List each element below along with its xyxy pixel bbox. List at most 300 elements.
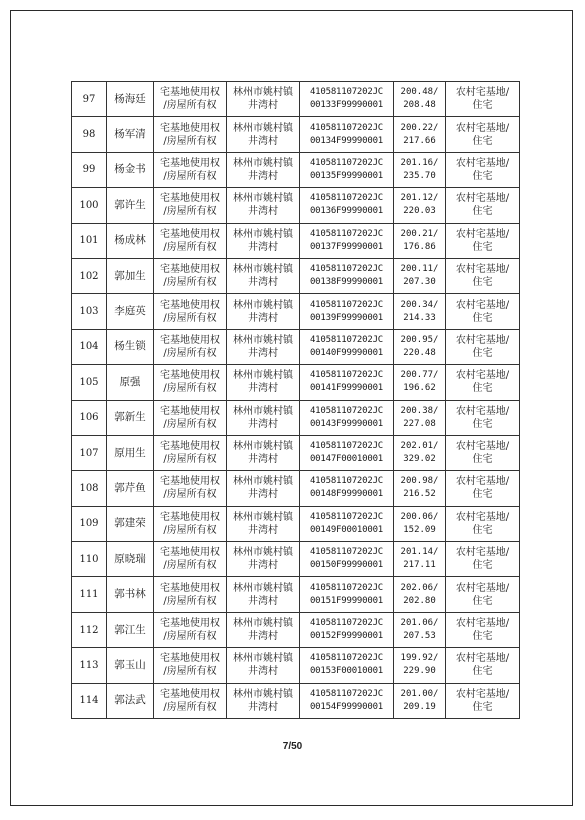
land-use-cell-line: 住宅 xyxy=(472,277,493,289)
right-type-cell-line: 宅基地使用权 xyxy=(160,370,220,382)
right-type-cell-line: 宅基地使用权 xyxy=(160,122,220,134)
location-cell-line: 井湾村 xyxy=(248,347,278,359)
right-type-cell-line: /房屋所有权 xyxy=(163,277,217,289)
land-use-cell xyxy=(446,329,520,364)
location-cell-line: 井湾村 xyxy=(248,489,278,501)
right-type-cell-line: 宅基地使用权 xyxy=(160,193,220,205)
area-cell-line: 235.70 xyxy=(403,170,436,181)
area-cell-line: 216.52 xyxy=(403,489,436,500)
unit-code-cell-line: 410581107202JC xyxy=(309,582,384,593)
unit-code-cell-line: 410581107202JC xyxy=(309,193,384,204)
unit-code-cell xyxy=(300,683,394,718)
right-type-cell xyxy=(154,117,227,152)
owner-name-cell: 郭玉山 xyxy=(107,648,154,683)
area-cell xyxy=(394,258,446,293)
unit-code-cell-line: 410581107202JC xyxy=(309,264,384,275)
right-type-cell-line: 宅基地使用权 xyxy=(160,618,220,630)
unit-code-cell xyxy=(300,188,394,223)
unit-code-cell-line: 410581107202JC xyxy=(309,476,384,487)
area-cell-line: 200.22/ xyxy=(400,122,439,133)
land-use-cell-line: 住宅 xyxy=(472,418,493,430)
location-cell xyxy=(227,542,300,577)
record-number-cell: 107 xyxy=(72,435,107,470)
record-number-cell: 99 xyxy=(72,152,107,187)
unit-code-cell-line: 00150F99990001 xyxy=(309,560,384,571)
area-cell xyxy=(394,294,446,329)
unit-code-cell xyxy=(300,542,394,577)
land-use-cell-line: 农村宅基地/ xyxy=(455,582,510,594)
location-cell-line: 林州市姚村镇 xyxy=(233,476,293,488)
right-type-cell-line: 宅基地使用权 xyxy=(160,688,220,700)
right-type-cell xyxy=(154,188,227,223)
unit-code-cell xyxy=(300,329,394,364)
record-number-cell: 108 xyxy=(72,471,107,506)
owner-name-cell: 郭建荣 xyxy=(107,506,154,541)
right-type-cell xyxy=(154,365,227,400)
table-row xyxy=(72,471,520,506)
table-row xyxy=(72,294,520,329)
location-cell-line: 井湾村 xyxy=(248,170,278,182)
area-cell xyxy=(394,648,446,683)
location-cell-line: 井湾村 xyxy=(248,277,278,289)
land-use-cell-line: 住宅 xyxy=(472,100,493,112)
unit-code-cell xyxy=(300,400,394,435)
area-cell xyxy=(394,329,446,364)
right-type-cell-line: /房屋所有权 xyxy=(163,454,217,466)
table-row xyxy=(72,117,520,152)
unit-code-cell xyxy=(300,258,394,293)
record-number-cell: 113 xyxy=(72,648,107,683)
area-cell-line: 201.12/ xyxy=(400,193,439,204)
location-cell-line: 井湾村 xyxy=(248,418,278,430)
land-use-cell xyxy=(446,648,520,683)
area-cell-line: 220.03 xyxy=(403,206,436,217)
land-use-cell-line: 农村宅基地/ xyxy=(455,228,510,240)
unit-code-cell xyxy=(300,648,394,683)
area-cell xyxy=(394,542,446,577)
area-cell-line: 202.80 xyxy=(403,595,436,606)
area-cell-line: 200.34/ xyxy=(400,299,439,310)
land-use-cell xyxy=(446,471,520,506)
table-row xyxy=(72,365,520,400)
unit-code-cell-line: 00133F99990001 xyxy=(309,100,384,111)
right-type-cell-line: /房屋所有权 xyxy=(163,347,217,359)
land-use-cell xyxy=(446,258,520,293)
area-cell xyxy=(394,471,446,506)
area-cell-line: 207.30 xyxy=(403,277,436,288)
area-cell-line: 200.95/ xyxy=(400,334,439,345)
unit-code-cell-line: 410581107202JC xyxy=(309,653,384,664)
right-type-cell-line: 宅基地使用权 xyxy=(160,334,220,346)
area-cell xyxy=(394,82,446,117)
location-cell xyxy=(227,117,300,152)
right-type-cell-line: 宅基地使用权 xyxy=(160,582,220,594)
land-use-cell-line: 住宅 xyxy=(472,206,493,218)
unit-code-cell xyxy=(300,471,394,506)
location-cell xyxy=(227,188,300,223)
area-cell-line: 217.11 xyxy=(403,560,436,571)
area-cell-line: 152.09 xyxy=(403,524,436,535)
right-type-cell-line: /房屋所有权 xyxy=(163,560,217,572)
area-cell-line: 227.08 xyxy=(403,418,436,429)
location-cell-line: 井湾村 xyxy=(248,241,278,253)
location-cell-line: 井湾村 xyxy=(248,312,278,324)
table-row xyxy=(72,683,520,718)
owner-name-cell: 郭江生 xyxy=(107,612,154,647)
location-cell-line: 林州市姚村镇 xyxy=(233,87,293,99)
record-number-cell: 114 xyxy=(72,683,107,718)
owner-name-cell: 杨成林 xyxy=(107,223,154,258)
land-use-cell-line: 农村宅基地/ xyxy=(455,618,510,630)
right-type-cell-line: /房屋所有权 xyxy=(163,170,217,182)
land-use-cell-line: 农村宅基地/ xyxy=(455,688,510,700)
right-type-cell-line: /房屋所有权 xyxy=(163,312,217,324)
unit-code-cell-line: 410581107202JC xyxy=(309,87,384,98)
location-cell xyxy=(227,577,300,612)
unit-code-cell-line: 00139F99990001 xyxy=(309,312,384,323)
property-rights-table xyxy=(71,81,520,719)
unit-code-cell-line: 00147F00010001 xyxy=(309,454,384,465)
unit-code-cell xyxy=(300,223,394,258)
owner-name-cell: 原强 xyxy=(107,365,154,400)
unit-code-cell xyxy=(300,82,394,117)
record-number-cell: 106 xyxy=(72,400,107,435)
location-cell-line: 林州市姚村镇 xyxy=(233,405,293,417)
location-cell xyxy=(227,400,300,435)
land-use-cell-line: 农村宅基地/ xyxy=(455,334,510,346)
area-cell-line: 329.02 xyxy=(403,454,436,465)
right-type-cell xyxy=(154,82,227,117)
table-row xyxy=(72,612,520,647)
owner-name-cell: 杨海廷 xyxy=(107,82,154,117)
record-number-cell: 109 xyxy=(72,506,107,541)
right-type-cell xyxy=(154,648,227,683)
location-cell-line: 林州市姚村镇 xyxy=(233,653,293,665)
right-type-cell-line: 宅基地使用权 xyxy=(160,157,220,169)
right-type-cell xyxy=(154,223,227,258)
land-use-cell-line: 住宅 xyxy=(472,701,493,713)
land-use-cell-line: 农村宅基地/ xyxy=(455,511,510,523)
unit-code-cell-line: 410581107202JC xyxy=(309,299,384,310)
unit-code-cell-line: 410581107202JC xyxy=(309,157,384,168)
land-use-cell xyxy=(446,365,520,400)
table-row xyxy=(72,329,520,364)
record-number-cell: 101 xyxy=(72,223,107,258)
area-cell xyxy=(394,612,446,647)
area-cell xyxy=(394,506,446,541)
right-type-cell-line: 宅基地使用权 xyxy=(160,405,220,417)
right-type-cell-line: /房屋所有权 xyxy=(163,100,217,112)
unit-code-cell-line: 00152F99990001 xyxy=(309,631,384,642)
land-use-cell-line: 农村宅基地/ xyxy=(455,370,510,382)
location-cell-line: 林州市姚村镇 xyxy=(233,582,293,594)
area-cell-line: 200.11/ xyxy=(400,264,439,275)
land-use-cell xyxy=(446,612,520,647)
location-cell xyxy=(227,329,300,364)
land-use-cell-line: 住宅 xyxy=(472,383,493,395)
area-cell xyxy=(394,365,446,400)
land-use-cell-line: 住宅 xyxy=(472,347,493,359)
area-cell-line: 200.98/ xyxy=(400,476,439,487)
unit-code-cell-line: 410581107202JC xyxy=(309,511,384,522)
land-use-cell xyxy=(446,152,520,187)
owner-name-cell: 郭法武 xyxy=(107,683,154,718)
owner-name-cell: 杨军清 xyxy=(107,117,154,152)
location-cell-line: 井湾村 xyxy=(248,100,278,112)
right-type-cell-line: /房屋所有权 xyxy=(163,595,217,607)
area-cell-line: 202.06/ xyxy=(400,582,439,593)
location-cell-line: 井湾村 xyxy=(248,383,278,395)
table-row xyxy=(72,258,520,293)
location-cell-line: 林州市姚村镇 xyxy=(233,264,293,276)
location-cell xyxy=(227,648,300,683)
area-cell-line: 214.33 xyxy=(403,312,436,323)
area-cell xyxy=(394,152,446,187)
record-number-cell: 97 xyxy=(72,82,107,117)
record-number-cell: 100 xyxy=(72,188,107,223)
record-number-cell: 103 xyxy=(72,294,107,329)
area-cell-line: 201.14/ xyxy=(400,547,439,558)
unit-code-cell xyxy=(300,152,394,187)
area-cell-line: 199.92/ xyxy=(400,653,439,664)
land-use-cell-line: 农村宅基地/ xyxy=(455,441,510,453)
area-cell-line: 196.62 xyxy=(403,383,436,394)
land-use-cell xyxy=(446,188,520,223)
right-type-cell-line: 宅基地使用权 xyxy=(160,228,220,240)
location-cell xyxy=(227,683,300,718)
location-cell-line: 林州市姚村镇 xyxy=(233,122,293,134)
area-cell-line: 220.48 xyxy=(403,347,436,358)
right-type-cell xyxy=(154,471,227,506)
owner-name-cell: 郭书林 xyxy=(107,577,154,612)
land-use-cell-line: 农村宅基地/ xyxy=(455,476,510,488)
right-type-cell-line: /房屋所有权 xyxy=(163,241,217,253)
unit-code-cell xyxy=(300,506,394,541)
right-type-cell xyxy=(154,612,227,647)
unit-code-cell-line: 410581107202JC xyxy=(309,122,384,133)
land-use-cell-line: 农村宅基地/ xyxy=(455,299,510,311)
right-type-cell-line: /房屋所有权 xyxy=(163,666,217,678)
land-use-cell-line: 住宅 xyxy=(472,170,493,182)
land-use-cell-line: 农村宅基地/ xyxy=(455,87,510,99)
table-row xyxy=(72,188,520,223)
right-type-cell xyxy=(154,329,227,364)
location-cell-line: 井湾村 xyxy=(248,524,278,536)
unit-code-cell-line: 00154F99990001 xyxy=(309,701,384,712)
area-cell xyxy=(394,577,446,612)
land-use-cell xyxy=(446,400,520,435)
location-cell-line: 林州市姚村镇 xyxy=(233,334,293,346)
right-type-cell-line: /房屋所有权 xyxy=(163,524,217,536)
table-row xyxy=(72,648,520,683)
location-cell xyxy=(227,152,300,187)
record-number-cell: 105 xyxy=(72,365,107,400)
unit-code-cell-line: 00149F00010001 xyxy=(309,524,384,535)
right-type-cell xyxy=(154,294,227,329)
unit-code-cell-line: 410581107202JC xyxy=(309,405,384,416)
location-cell-line: 林州市姚村镇 xyxy=(233,618,293,630)
location-cell xyxy=(227,258,300,293)
right-type-cell-line: 宅基地使用权 xyxy=(160,441,220,453)
location-cell-line: 林州市姚村镇 xyxy=(233,299,293,311)
land-use-cell xyxy=(446,506,520,541)
table-row xyxy=(72,577,520,612)
land-use-cell-line: 农村宅基地/ xyxy=(455,405,510,417)
area-cell-line: 176.86 xyxy=(403,241,436,252)
location-cell-line: 井湾村 xyxy=(248,454,278,466)
location-cell-line: 林州市姚村镇 xyxy=(233,228,293,240)
area-cell xyxy=(394,117,446,152)
right-type-cell-line: 宅基地使用权 xyxy=(160,653,220,665)
location-cell-line: 井湾村 xyxy=(248,631,278,643)
unit-code-cell-line: 410581107202JC xyxy=(309,547,384,558)
land-use-cell-line: 住宅 xyxy=(472,312,493,324)
land-use-cell-line: 农村宅基地/ xyxy=(455,157,510,169)
area-cell-line: 208.48 xyxy=(403,100,436,111)
area-cell-line: 200.48/ xyxy=(400,87,439,98)
right-type-cell xyxy=(154,258,227,293)
unit-code-cell-line: 410581107202JC xyxy=(309,441,384,452)
record-number-cell: 110 xyxy=(72,542,107,577)
land-use-cell xyxy=(446,435,520,470)
land-use-cell-line: 住宅 xyxy=(472,631,493,643)
land-use-cell-line: 农村宅基地/ xyxy=(455,264,510,276)
unit-code-cell-line: 00138F99990001 xyxy=(309,277,384,288)
area-cell-line: 201.16/ xyxy=(400,157,439,168)
location-cell xyxy=(227,82,300,117)
land-use-cell xyxy=(446,577,520,612)
location-cell-line: 林州市姚村镇 xyxy=(233,370,293,382)
location-cell-line: 林州市姚村镇 xyxy=(233,157,293,169)
area-cell-line: 200.77/ xyxy=(400,370,439,381)
land-use-cell-line: 住宅 xyxy=(472,135,493,147)
unit-code-cell-line: 00153F00010001 xyxy=(309,666,384,677)
unit-code-cell-line: 410581107202JC xyxy=(309,370,384,381)
owner-name-cell: 杨金书 xyxy=(107,152,154,187)
unit-code-cell-line: 00140F99990001 xyxy=(309,347,384,358)
land-use-cell xyxy=(446,542,520,577)
right-type-cell-line: 宅基地使用权 xyxy=(160,87,220,99)
table-row xyxy=(72,542,520,577)
table-row xyxy=(72,506,520,541)
table-row xyxy=(72,82,520,117)
right-type-cell-line: /房屋所有权 xyxy=(163,489,217,501)
owner-name-cell: 原晓瑞 xyxy=(107,542,154,577)
right-type-cell xyxy=(154,683,227,718)
unit-code-cell-line: 00151F99990001 xyxy=(309,595,384,606)
unit-code-cell-line: 00136F99990001 xyxy=(309,206,384,217)
location-cell xyxy=(227,365,300,400)
right-type-cell-line: /房屋所有权 xyxy=(163,701,217,713)
area-cell xyxy=(394,400,446,435)
unit-code-cell-line: 410581107202JC xyxy=(309,334,384,345)
land-use-cell-line: 住宅 xyxy=(472,241,493,253)
record-number-cell: 104 xyxy=(72,329,107,364)
table-row xyxy=(72,435,520,470)
land-use-cell xyxy=(446,82,520,117)
unit-code-cell xyxy=(300,612,394,647)
area-cell-line: 207.53 xyxy=(403,631,436,642)
right-type-cell-line: 宅基地使用权 xyxy=(160,511,220,523)
owner-name-cell: 李庭英 xyxy=(107,294,154,329)
area-cell-line: 200.38/ xyxy=(400,405,439,416)
location-cell xyxy=(227,471,300,506)
location-cell xyxy=(227,223,300,258)
right-type-cell-line: /房屋所有权 xyxy=(163,631,217,643)
table-row xyxy=(72,400,520,435)
location-cell-line: 井湾村 xyxy=(248,701,278,713)
area-cell-line: 229.90 xyxy=(403,666,436,677)
area-cell-line: 200.06/ xyxy=(400,511,439,522)
table-row xyxy=(72,152,520,187)
unit-code-cell-line: 00135F99990001 xyxy=(309,170,384,181)
right-type-cell xyxy=(154,577,227,612)
owner-name-cell: 杨生锁 xyxy=(107,329,154,364)
right-type-cell-line: 宅基地使用权 xyxy=(160,476,220,488)
page-number: 7/50 xyxy=(282,741,303,752)
location-cell xyxy=(227,612,300,647)
right-type-cell xyxy=(154,400,227,435)
area-cell xyxy=(394,223,446,258)
unit-code-cell-line: 410581107202JC xyxy=(309,228,384,239)
record-number-cell: 111 xyxy=(72,577,107,612)
right-type-cell-line: /房屋所有权 xyxy=(163,418,217,430)
unit-code-cell-line: 410581107202JC xyxy=(309,688,384,699)
land-use-cell xyxy=(446,294,520,329)
area-cell-line: 201.06/ xyxy=(400,618,439,629)
right-type-cell-line: /房屋所有权 xyxy=(163,206,217,218)
location-cell-line: 井湾村 xyxy=(248,206,278,218)
right-type-cell-line: 宅基地使用权 xyxy=(160,547,220,559)
unit-code-cell-line: 00134F99990001 xyxy=(309,135,384,146)
land-use-cell-line: 农村宅基地/ xyxy=(455,547,510,559)
location-cell xyxy=(227,435,300,470)
location-cell-line: 井湾村 xyxy=(248,595,278,607)
area-cell-line: 217.66 xyxy=(403,135,436,146)
record-number-cell: 98 xyxy=(72,117,107,152)
area-cell-line: 209.19 xyxy=(403,701,436,712)
owner-name-cell: 郭芹鱼 xyxy=(107,471,154,506)
owner-name-cell: 郭许生 xyxy=(107,188,154,223)
area-cell xyxy=(394,683,446,718)
right-type-cell-line: 宅基地使用权 xyxy=(160,264,220,276)
table-row xyxy=(72,223,520,258)
land-use-cell-line: 住宅 xyxy=(472,595,493,607)
table-body xyxy=(72,82,520,719)
area-cell xyxy=(394,435,446,470)
owner-name-cell: 郭新生 xyxy=(107,400,154,435)
right-type-cell-line: 宅基地使用权 xyxy=(160,299,220,311)
unit-code-cell-line: 410581107202JC xyxy=(309,618,384,629)
land-use-cell-line: 住宅 xyxy=(472,489,493,501)
area-cell-line: 200.21/ xyxy=(400,228,439,239)
land-use-cell-line: 住宅 xyxy=(472,666,493,678)
area-cell xyxy=(394,188,446,223)
record-number-cell: 102 xyxy=(72,258,107,293)
right-type-cell xyxy=(154,542,227,577)
land-use-cell-line: 住宅 xyxy=(472,454,493,466)
owner-name-cell: 原用生 xyxy=(107,435,154,470)
land-use-cell-line: 住宅 xyxy=(472,560,493,572)
right-type-cell-line: /房屋所有权 xyxy=(163,135,217,147)
location-cell-line: 井湾村 xyxy=(248,666,278,678)
land-use-cell-line: 农村宅基地/ xyxy=(455,653,510,665)
land-use-cell-line: 住宅 xyxy=(472,524,493,536)
right-type-cell xyxy=(154,435,227,470)
unit-code-cell xyxy=(300,365,394,400)
unit-code-cell xyxy=(300,117,394,152)
unit-code-cell xyxy=(300,435,394,470)
